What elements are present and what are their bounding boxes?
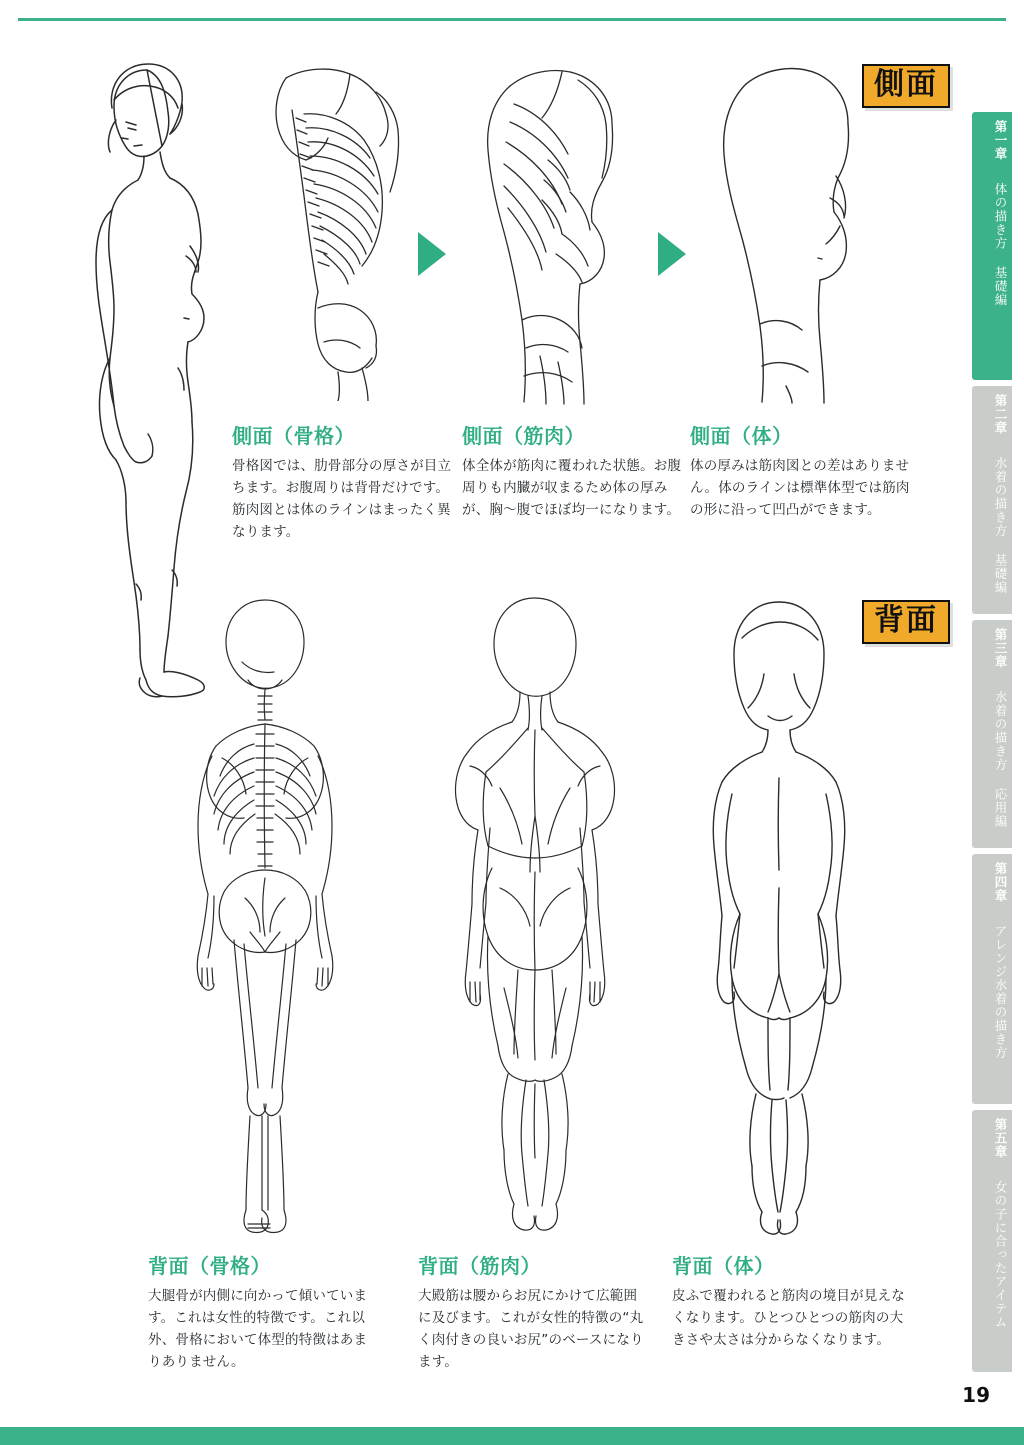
caption-back-muscle bbox=[418, 1250, 650, 1373]
figure-side-body bbox=[690, 56, 865, 404]
caption-back-body bbox=[672, 1250, 910, 1352]
chapter-label: 女の子に合ったアイテム bbox=[993, 1180, 1008, 1329]
caption-body: 皮ふで覆われると筋肉の境目が見えなくなります。ひとつひとつの筋肉の大きさや太さは分からなくなります。 bbox=[672, 1288, 905, 1348]
sidebar-item-chapter-3[interactable] bbox=[972, 620, 1012, 848]
caption-side-body bbox=[690, 420, 920, 522]
top-rule bbox=[18, 18, 1006, 21]
chapter-number: 第五章 bbox=[993, 1118, 1008, 1159]
chapter-label: 体の描き方 基礎編 bbox=[993, 182, 1008, 307]
arrow-right-icon-2 bbox=[658, 232, 686, 276]
figure-back-body bbox=[672, 588, 887, 1238]
caption-body: 骨格図では、肋骨部分の厚さが目立ちます。お腹周りは背骨だけです。筋肉図とは体のラインはまったく異なります。 bbox=[232, 458, 452, 540]
sidebar-item-chapter-1[interactable] bbox=[972, 112, 1012, 380]
caption-side-skeleton bbox=[232, 420, 462, 543]
figure-back-skeleton bbox=[150, 588, 380, 1238]
caption-body: 体全体が筋肉に覆われた状態。お腹周りも内臓が収まるため体の厚みが、胸〜腹でほぼ均一になります。 bbox=[462, 458, 682, 518]
caption-title: 背面（骨格） bbox=[148, 1254, 271, 1278]
caption-body: 体の厚みは筋肉図との差はありません。体のラインは標準体型では筋肉の形に沿って凹凸ができます。 bbox=[690, 458, 910, 518]
sidebar-item-chapter-4[interactable] bbox=[972, 854, 1012, 1104]
section-banner-back: 背面 bbox=[862, 600, 950, 644]
caption-body: 大腿骨が内側に向かって傾いています。これは女性的特徴です。これ以外、骨格において体型的特徴はあまりありません。 bbox=[148, 1288, 368, 1370]
caption-title: 側面（体） bbox=[690, 424, 793, 448]
chapter-number: 第一章 bbox=[993, 120, 1008, 161]
sidebar-item-chapter-5[interactable] bbox=[972, 1110, 1012, 1372]
page-number: 19 bbox=[962, 1383, 990, 1407]
bottom-band bbox=[0, 1427, 1024, 1445]
figure-side-muscle bbox=[452, 56, 642, 406]
figure-back-muscle bbox=[420, 588, 650, 1238]
caption-title: 背面（筋肉） bbox=[418, 1254, 541, 1278]
section-banner-side: 側面 bbox=[862, 64, 950, 108]
arrow-right-icon-1 bbox=[418, 232, 446, 276]
caption-title: 側面（骨格） bbox=[232, 424, 355, 448]
sidebar-item-chapter-2[interactable] bbox=[972, 386, 1012, 614]
caption-title: 側面（筋肉） bbox=[462, 424, 585, 448]
chapter-number: 第四章 bbox=[993, 862, 1008, 903]
chapter-label: 水着の描き方 応用編 bbox=[993, 690, 1008, 828]
caption-body: 大殿筋は腰からお尻にかけて広範囲に及びます。これが女性的特徴の“丸く肉付きの良いお尻”のベースになります。 bbox=[418, 1288, 644, 1370]
chapter-label: 水着の描き方 基礎編 bbox=[993, 456, 1008, 594]
chapter-index-tabs bbox=[972, 112, 1016, 1378]
chapter-number: 第二章 bbox=[993, 394, 1008, 435]
caption-side-muscle bbox=[462, 420, 692, 522]
caption-back-skeleton bbox=[148, 1250, 380, 1373]
figure-side-skeleton bbox=[252, 56, 427, 401]
chapter-label: アレンジ水着の描き方 bbox=[993, 924, 1008, 1060]
chapter-number: 第三章 bbox=[993, 628, 1008, 669]
caption-title: 背面（体） bbox=[672, 1254, 775, 1278]
